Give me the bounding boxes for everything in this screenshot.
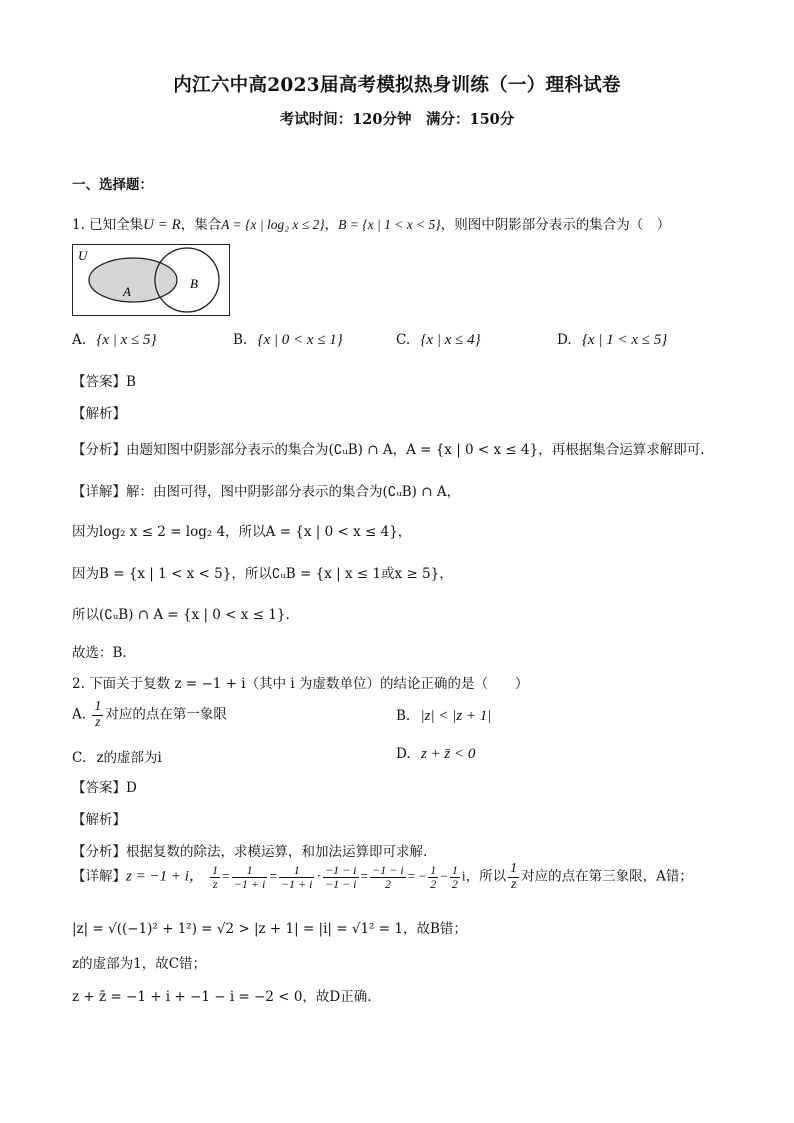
page-title: 内江六中高2023届高考模拟热身训练（一）理科试卷 — [173, 75, 621, 96]
q2-option-c[interactable] — [72, 746, 162, 766]
q2-stem: 2. 下面关于复数 z = −1 + i（其中 i 为虚数单位）的结论正确的是（ ） — [72, 676, 529, 692]
exam-info: 考试时间：120分钟 满分：150分 — [279, 111, 515, 128]
q2-frac-5 — [370, 864, 406, 890]
q2-option-a-text: 对应的点在第一象限 — [105, 706, 227, 723]
venn-label-b: B — [190, 276, 198, 291]
q1-universal-set: U = R — [143, 217, 181, 233]
q2-detail-1: 【详解】z = −1 + i， $\frac{1}{z}$ = $\frac{1}{-1 + i}$ = $\frac{1}{-1 + i}$ · $\frac{-1 - i}{-1 - i}$ = $\frac{-1 - i}{2}$ = − $\frac{1}{2}$ − $\frac{1}{2}$ i，所以 $\frac{1}{z}$ 对应的点在第三象限，A错； — [72, 861, 693, 892]
q2-frac-1-num: 1 — [212, 863, 219, 878]
q2-frac-3-num: 1 — [279, 864, 315, 878]
q1-detail-3: 因为B = {x | 1 < x < 5}，所以∁ᵤB = {x | x ≤ 1或x ≥ 5}， — [72, 566, 453, 582]
q2-option-d-value: z + z̄ < 0 — [420, 746, 476, 762]
q2-answer: 【答案】D — [72, 780, 137, 796]
q2-frac-4-num: −1 − i — [324, 863, 357, 878]
q1-detail-4: 所以(∁ᵤB) ∩ A = {x | 0 < x ≤ 1}. — [72, 607, 290, 623]
q2-option-b[interactable] — [396, 708, 491, 725]
q1-choice: 故选：B. — [72, 645, 127, 661]
q2-analysis-heading: 【解析】 — [72, 812, 126, 828]
q2-frac-6-den: 2 — [430, 876, 437, 891]
q2-frac-4 — [323, 864, 359, 890]
q1-stem — [72, 213, 670, 234]
q1-option-a-label: A. — [72, 332, 87, 348]
q2-frac-3-den: −1 + i — [280, 876, 313, 891]
q2-frac-2-den: −1 + i — [233, 876, 266, 891]
q2-option-b-value: |z| < |z + 1| — [420, 708, 492, 724]
venn-label-a: A — [123, 284, 131, 299]
q1-option-d[interactable] — [557, 332, 667, 349]
section-heading: 一、选择题： — [72, 177, 153, 193]
q2-detail-tail-2: 对应的点在第三象限，A错； — [521, 868, 693, 885]
q2-detail-z: z = −1 + i， — [126, 868, 204, 885]
q1-analysis-heading: 【解析】 — [72, 406, 126, 422]
q2-frac-8 — [508, 862, 519, 892]
venn-label-u: U — [78, 248, 88, 263]
q2-frac-3 — [279, 864, 315, 890]
venn-diagram — [72, 244, 230, 316]
q2-frac-5-den: 2 — [384, 876, 391, 891]
q2-option-a-fraction — [92, 700, 103, 730]
q2-option-c-label: C. — [72, 750, 87, 766]
q2-frac-4-den: −1 − i — [324, 876, 357, 891]
q2-frac-8-num: 1 — [510, 861, 518, 876]
q1-option-d-value: {x | 1 < x ≤ 5} — [581, 332, 668, 348]
q1-answer: 【答案】B — [72, 374, 136, 390]
q1-option-c-value: {x | x ≤ 4} — [420, 332, 481, 348]
venn-set-a-shape — [89, 258, 177, 302]
q2-frac-7-den: 2 — [451, 876, 458, 891]
q2-option-d-label: D. — [396, 746, 411, 762]
q1-comma: ， — [324, 217, 339, 233]
q2-option-a[interactable] — [72, 700, 227, 730]
q2-detail-3: z的虚部为1，故C错； — [72, 956, 207, 972]
q2-frac-6-num: 1 — [430, 863, 437, 878]
q1-stem-a: 1. 已知全集 — [72, 217, 144, 233]
q2-frac-2-num: 1 — [232, 864, 268, 878]
q1-option-c[interactable] — [396, 332, 481, 349]
q1-option-a-value: {x | x ≤ 5} — [96, 332, 157, 348]
q1-set-b: B = {x | 1 < x < 5} — [338, 217, 441, 232]
q1-stem-b: ，集合 — [180, 217, 222, 233]
q2-option-a-label: A. — [72, 706, 87, 723]
q1-option-d-label: D. — [557, 332, 572, 348]
q1-detail-2: 因为log₂ x ≤ 2 = log₂ 4，所以A = {x | 0 < x ≤ 4}， — [72, 524, 412, 540]
q1-option-c-label: C. — [396, 332, 411, 348]
q2-frac-1-den: z — [212, 876, 218, 891]
q2-option-a-den: z — [95, 714, 101, 730]
q2-frac-7-num: 1 — [451, 863, 458, 878]
q2-detail-2: |z| = √((−1)² + 1²) = √2 > |z + 1| = |i| = √1² = 1，故B错； — [72, 921, 467, 937]
q2-option-d[interactable] — [396, 746, 475, 763]
q2-frac-1 — [210, 864, 220, 890]
q2-frac-6 — [428, 864, 438, 890]
q2-frac-2 — [232, 864, 268, 890]
q2-analysis-text: 【分析】根据复数的除法，求模运算，和加法运算即可求解. — [72, 844, 428, 860]
q1-option-b-value: {x | 0 < x ≤ 1} — [257, 332, 343, 348]
q2-detail-tail-1: 所以 — [479, 868, 507, 885]
q1-detail-1: 【详解】解：由图可得，图中阴影部分表示的集合为(∁ᵤB) ∩ A， — [72, 484, 461, 500]
q1-analysis-text: 【分析】由题知图中阴影部分表示的集合为(∁ᵤB) ∩ A，A = {x | 0 < x ≤ 4}，再根据集合运算求解即可. — [72, 442, 705, 458]
q2-frac-8-den: z — [510, 876, 517, 892]
q2-option-b-label: B. — [396, 708, 411, 724]
q1-option-b-label: B. — [233, 332, 248, 348]
q2-frac-7 — [450, 864, 460, 890]
q1-option-a[interactable] — [72, 332, 157, 349]
q2-detail-4: z + z̄ = −1 + i + −1 − i = −2 < 0，故D正确. — [72, 989, 372, 1005]
q2-detail-label: 【详解】 — [72, 868, 126, 885]
q1-option-b[interactable] — [233, 332, 343, 349]
q2-option-a-num: 1 — [94, 699, 102, 714]
q1-stem-c: ，则图中阴影部分表示的集合为（ ） — [440, 217, 671, 233]
q2-option-c-text: z的虚部为i — [96, 750, 162, 766]
q2-frac-5-num: −1 − i — [372, 863, 404, 878]
venn-svg — [73, 245, 229, 315]
q1-set-a: A = {x | log₂ x ≤ 2} — [221, 217, 325, 232]
